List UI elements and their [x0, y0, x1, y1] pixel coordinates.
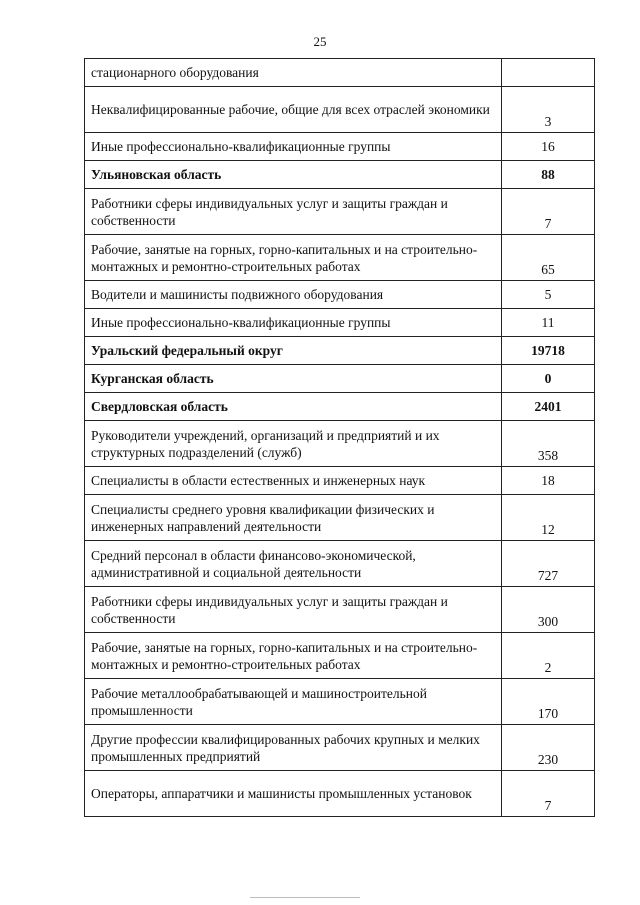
table-row — [85, 587, 595, 633]
row-label: Рабочие металлообрабатывающей и машиностроительной промышленности — [85, 679, 502, 725]
row-label: Средний персонал в области финансово-экономической, административной и социальной деятельности — [85, 541, 502, 587]
table-row — [85, 725, 595, 771]
table-row — [85, 189, 595, 235]
row-value: 230 — [502, 725, 595, 771]
table-row — [85, 393, 595, 421]
table-row — [85, 133, 595, 161]
row-label: Специалисты среднего уровня квалификации физических и инженерных направлений деятельности — [85, 495, 502, 541]
table-row — [85, 495, 595, 541]
row-label: стационарного оборудования — [85, 59, 502, 87]
table-row — [85, 771, 595, 817]
row-value: 12 — [502, 495, 595, 541]
table-row — [85, 281, 595, 309]
table-row — [85, 365, 595, 393]
row-label: Курганская область — [85, 365, 502, 393]
table-row — [85, 59, 595, 87]
row-label: Уральский федеральный округ — [85, 337, 502, 365]
row-value: 727 — [502, 541, 595, 587]
table-row — [85, 541, 595, 587]
table-row — [85, 679, 595, 725]
row-value — [502, 59, 595, 87]
row-value: 7 — [502, 189, 595, 235]
table-row — [85, 235, 595, 281]
occupation-table — [84, 58, 595, 817]
table-row — [85, 421, 595, 467]
row-value: 358 — [502, 421, 595, 467]
row-label: Операторы, аппаратчики и машинисты промышленных установок — [85, 771, 502, 817]
page-number: 25 — [313, 34, 327, 49]
row-label: Ульяновская область — [85, 161, 502, 189]
row-value: 2 — [502, 633, 595, 679]
row-value: 300 — [502, 587, 595, 633]
table-row — [85, 633, 595, 679]
row-value: 3 — [502, 87, 595, 133]
row-value: 65 — [502, 235, 595, 281]
row-value: 88 — [502, 161, 595, 189]
row-value: 2401 — [502, 393, 595, 421]
row-value: 19718 — [502, 337, 595, 365]
row-label: Рабочие, занятые на горных, горно-капитальных и на строительно-монтажных и ремонтно-строительных работах — [85, 235, 502, 281]
row-value: 16 — [502, 133, 595, 161]
row-value: 18 — [502, 467, 595, 495]
row-label: Иные профессионально-квалификационные группы — [85, 133, 502, 161]
row-label: Водители и машинисты подвижного оборудования — [85, 281, 502, 309]
table-row — [85, 87, 595, 133]
row-value: 7 — [502, 771, 595, 817]
row-value: 0 — [502, 365, 595, 393]
table-body — [85, 59, 595, 817]
row-label: Неквалифицированные рабочие, общие для всех отраслей экономики — [85, 87, 502, 133]
row-value: 170 — [502, 679, 595, 725]
table-row — [85, 467, 595, 495]
row-label: Другие профессии квалифицированных рабочих крупных и мелких промышленных предприятий — [85, 725, 502, 771]
table-row — [85, 161, 595, 189]
row-label: Иные профессионально-квалификационные группы — [85, 309, 502, 337]
scan-artifact-line — [250, 897, 360, 898]
row-label: Работники сферы индивидуальных услуг и защиты граждан и собственности — [85, 189, 502, 235]
row-value: 5 — [502, 281, 595, 309]
row-label: Работники сферы индивидуальных услуг и защиты граждан и собственности — [85, 587, 502, 633]
row-label: Рабочие, занятые на горных, горно-капитальных и на строительно-монтажных и ремонтно-строительных работах — [85, 633, 502, 679]
row-value: 11 — [502, 309, 595, 337]
table-row — [85, 337, 595, 365]
row-label: Свердловская область — [85, 393, 502, 421]
table-row — [85, 309, 595, 337]
row-label: Специалисты в области естественных и инженерных наук — [85, 467, 502, 495]
row-label: Руководители учреждений, организаций и предприятий и их структурных подразделений (служб) — [85, 421, 502, 467]
